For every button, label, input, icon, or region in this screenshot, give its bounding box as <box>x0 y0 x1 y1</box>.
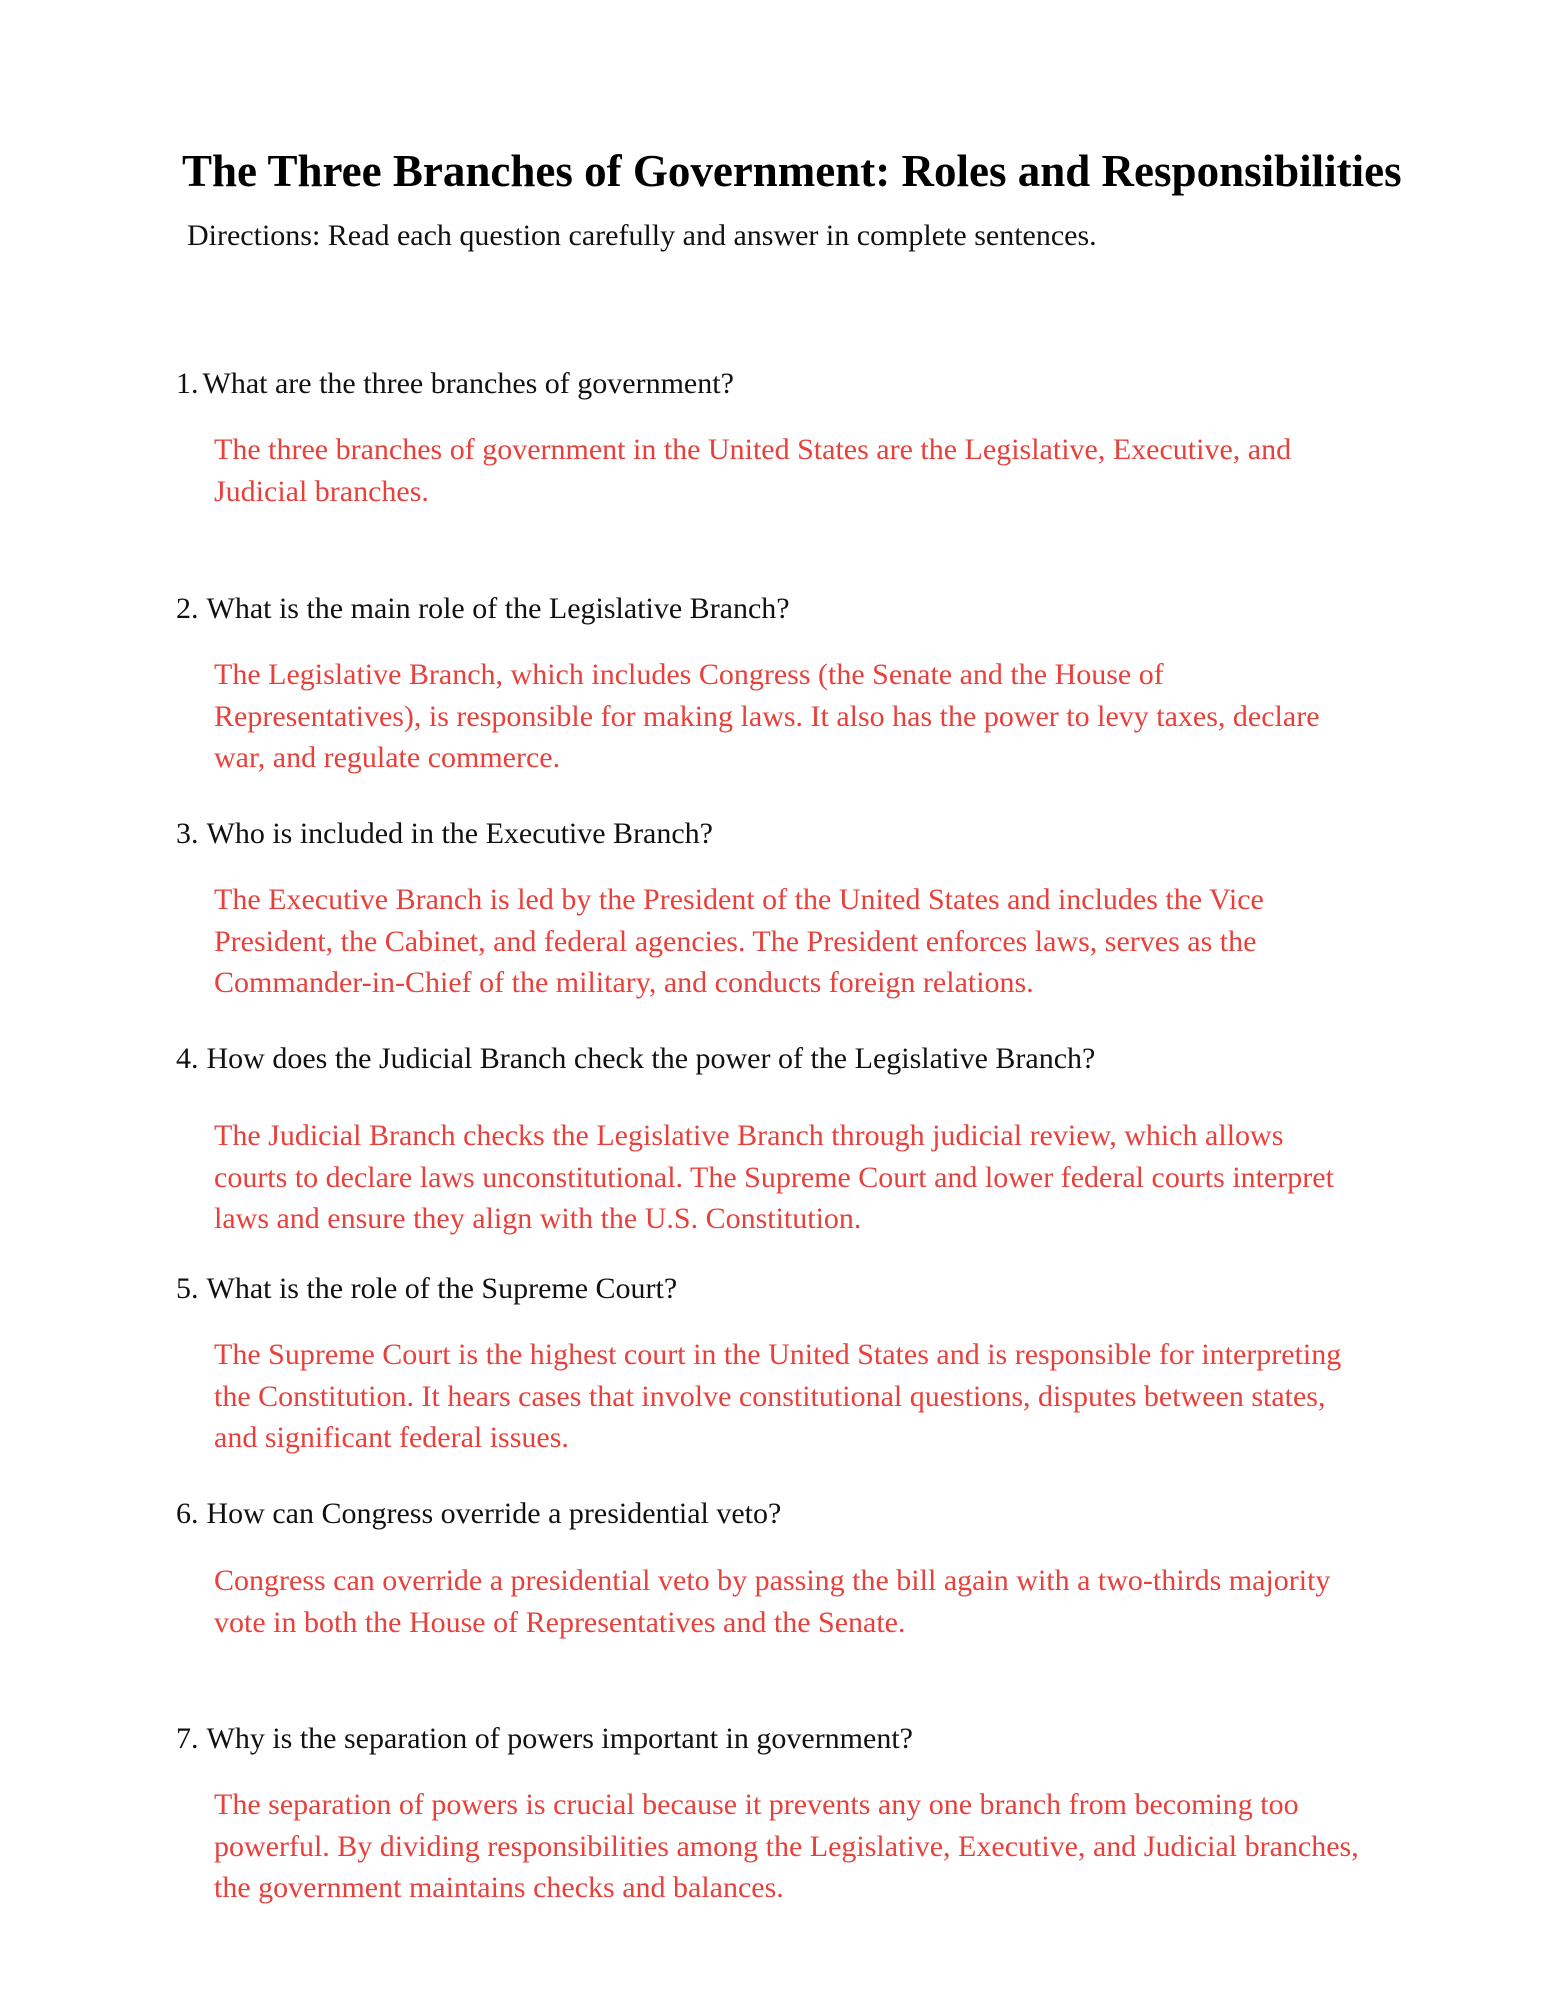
answer-2: The Legislative Branch, which includes Congress (the Senate and the House of Representatives), is responsible for making laws. It also has the power to levy taxes, declare war, and regulate commerce. <box>214 658 1320 774</box>
question-text: What are the three branches of government? <box>202 367 734 400</box>
answer-6: Congress can override a presidential veto by passing the bill again with a two-thirds majority vote in both the House of Representatives and the Senate. <box>214 1564 1331 1639</box>
directions-text: Directions: Read each question carefully and answer in complete sentences. <box>187 219 1097 252</box>
question-number: 4. <box>176 1042 199 1075</box>
question-number: 2. <box>176 592 199 625</box>
page-title: The Three Branches of Government: Roles and Responsibilities <box>182 146 1402 196</box>
answer-7: The separation of powers is crucial because it prevents any one branch from becoming too powerful. By dividing responsibilities among the Legislative, Executive, and Judicial branches, the government maintains checks and balances. <box>214 1788 1359 1904</box>
question-number: 3. <box>176 817 199 850</box>
question-2 <box>176 589 790 629</box>
question-5 <box>176 1269 677 1309</box>
question-number: 1. <box>176 367 199 400</box>
question-number: 7. <box>176 1722 199 1755</box>
question-text: How can Congress override a presidential veto? <box>206 1497 782 1530</box>
answer-1: The three branches of government in the United States are the Legislative, Executive, and Judicial branches. <box>214 433 1292 508</box>
question-number: 5. <box>176 1272 199 1305</box>
question-number: 6. <box>176 1497 199 1530</box>
question-4 <box>176 1039 1095 1079</box>
question-text: Why is the separation of powers important in government? <box>206 1722 913 1755</box>
question-1 <box>176 364 734 404</box>
question-3 <box>176 814 713 854</box>
question-7 <box>176 1719 913 1759</box>
answer-3: The Executive Branch is led by the President of the United States and includes the Vice President, the Cabinet, and federal agencies. The President enforces laws, serves as the Commander-in-Chief of the military, and conducts foreign relations. <box>214 883 1264 999</box>
question-text: Who is included in the Executive Branch? <box>206 817 713 850</box>
question-6 <box>176 1494 781 1534</box>
question-text: How does the Judicial Branch check the power of the Legislative Branch? <box>206 1042 1096 1075</box>
question-text: What is the role of the Supreme Court? <box>206 1272 678 1305</box>
answer-4: The Judicial Branch checks the Legislative Branch through judicial review, which allows courts to declare laws unconstitutional. The Supreme Court and lower federal courts interpret laws and ensure they align with the U.S. Constitution. <box>214 1119 1334 1235</box>
answer-5: The Supreme Court is the highest court in the United States and is responsible for interpreting the Constitution. It hears cases that involve constitutional questions, disputes between states, and significant federal issues. <box>214 1338 1342 1454</box>
question-text: What is the main role of the Legislative Branch? <box>206 592 790 625</box>
